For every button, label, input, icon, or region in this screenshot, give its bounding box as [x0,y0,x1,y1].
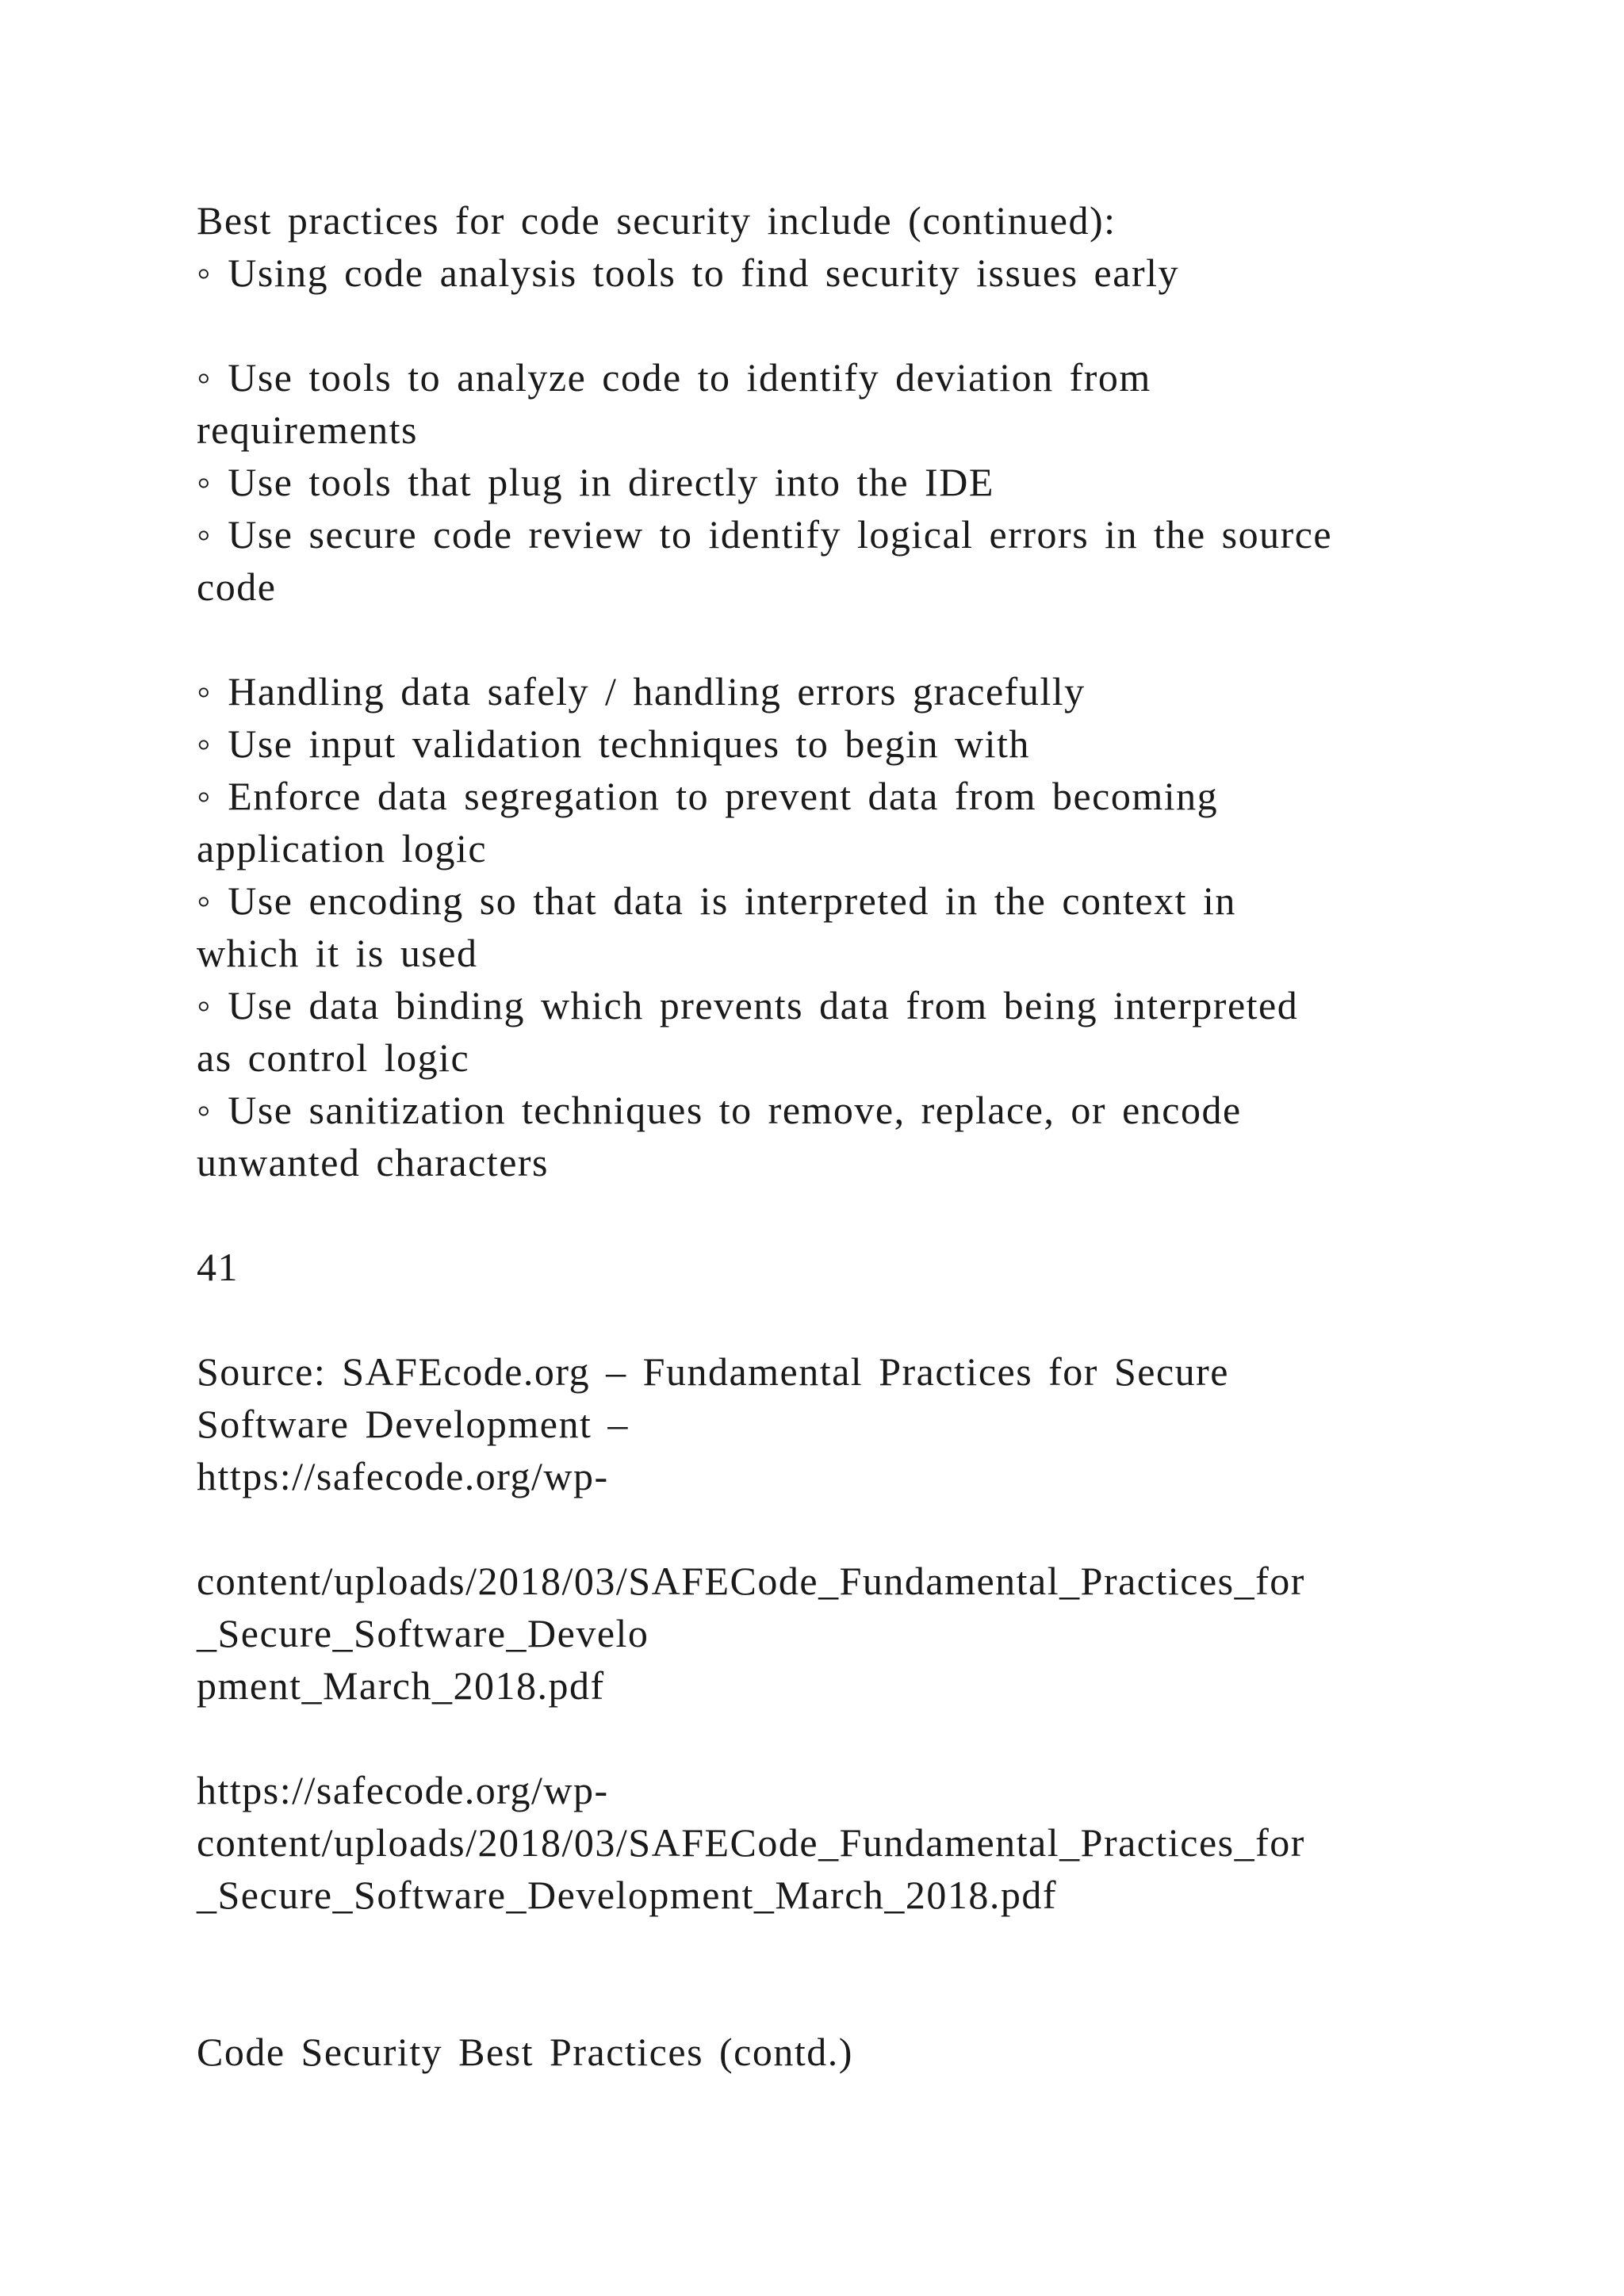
source-citation: Software Development – [197,1402,629,1446]
blank-line [197,299,1450,351]
blank-line [197,613,1450,665]
bullet-line: ◦ Use input validation techniques to begin with [197,721,1030,766]
bullet-line: ◦ Using code analysis tools to find security issues early [197,251,1179,295]
slide-number: 41 [197,1245,239,1289]
blank-line [197,1502,1450,1555]
bullet-line: ◦ Use encoding so that data is interpreted in the context in [197,878,1236,923]
bullet-line: ◦ Enforce data segregation to prevent data from becoming [197,774,1219,818]
bullet-line: ◦ Use secure code review to identify logical errors in the source [197,512,1333,557]
bullet-line: ◦ Use data binding which prevents data from being interpreted [197,983,1299,1027]
blank-line [197,1712,1450,1764]
bullet-continuation: requirements [197,408,419,452]
intro-heading: Best practices for code security include (continued): [197,198,1116,243]
bullet-line: ◦ Use tools that plug in directly into the IDE [197,460,994,504]
bullet-continuation: code [197,564,277,609]
bullet-continuation: which it is used [197,931,478,975]
source-url-line: _Secure_Software_Develo [197,1611,649,1655]
bullet-continuation: application logic [197,826,488,871]
bullet-line: ◦ Use sanitization techniques to remove, replace, or encode [197,1088,1242,1132]
reference-url-line: https://safecode.org/wp- [197,1768,609,1812]
blank-line [197,1973,1450,2026]
reference-url-line: _Secure_Software_Development_March_2018.pdf [197,1873,1058,1917]
blank-line [197,1188,1450,1241]
source-citation: Source: SAFEcode.org – Fundamental Practices for Secure [197,1349,1229,1394]
source-url-line: pment_March_2018.pdf [197,1663,605,1708]
reference-url-line: content/uploads/2018/03/SAFECode_Fundamental_Practices_for [197,1820,1305,1865]
blank-line [197,1921,1450,1973]
source-url-line: content/uploads/2018/03/SAFECode_Fundamental_Practices_for [197,1559,1305,1603]
bullet-continuation: as control logic [197,1035,470,1080]
document-body [197,194,1450,2078]
section-title: Code Security Best Practices (contd.) [197,2030,853,2074]
source-url-line: https://safecode.org/wp- [197,1454,609,1498]
bullet-line: ◦ Handling data safely / handling errors gracefully [197,669,1086,714]
bullet-continuation: unwanted characters [197,1140,549,1184]
blank-line [197,1293,1450,1345]
bullet-line: ◦ Use tools to analyze code to identify deviation from [197,355,1151,400]
